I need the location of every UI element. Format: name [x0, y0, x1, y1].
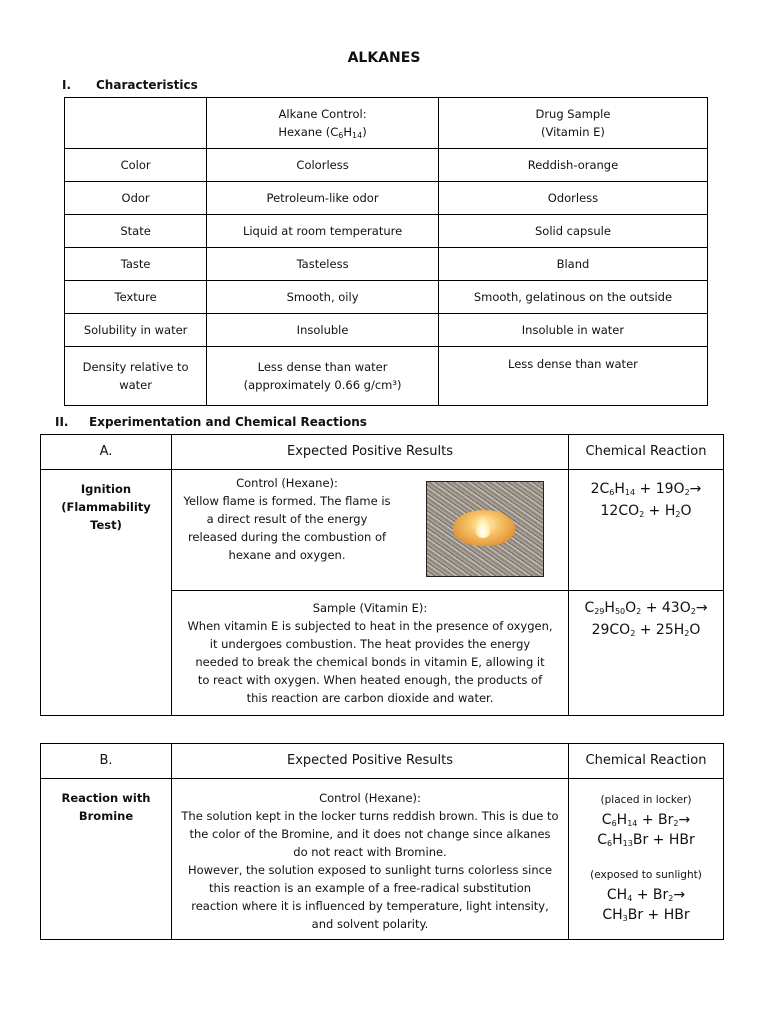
property-cell: Texture — [65, 281, 207, 314]
property-cell: Solubility in water — [65, 314, 207, 347]
sample-cell: Less dense than water — [438, 347, 707, 406]
sunlight-label: (exposed to sunlight) — [590, 869, 702, 881]
table-row — [65, 215, 708, 248]
section-number: II. — [55, 415, 69, 429]
control-reaction-cell: $2C_6H_{14} + 19O_2\to$ $12CO_2 + H_2O$ — [569, 470, 724, 591]
header-control — [207, 98, 439, 149]
column-header-reaction: Chemical Reaction — [569, 744, 724, 779]
sample-cell: Solid capsule — [438, 215, 707, 248]
flame-icon — [475, 516, 491, 538]
sample-cell: Smooth, gelatinous on the outside — [438, 281, 707, 314]
test-name-cell: Reaction with Bromine — [41, 779, 172, 940]
property-cell: Taste — [65, 248, 207, 281]
property-cell: State — [65, 215, 207, 248]
section-heading-experimentation — [55, 415, 367, 429]
control-cell: Tasteless — [207, 248, 439, 281]
column-header-results: Expected Positive Results — [172, 435, 569, 470]
column-header-test: A. — [41, 435, 172, 470]
sample-result-cell: Sample (Vitamin E): When vitamin E is subjected to heat in the presence of oxygen, it undergoes combustion. The heat provides the energy needed to break the chemical bonds in vitamin E, allowing it to react with oxygen. When heated enough, the products of this reaction are carbon dioxide and water. — [172, 591, 569, 716]
locker-label: (placed in locker) — [600, 794, 692, 806]
column-header-results: Expected Positive Results — [172, 744, 569, 779]
table-row — [65, 149, 708, 182]
section-label: Characteristics — [96, 78, 198, 92]
bromine-reaction-cell: (placed in locker) $C_6H_{14} + Br_2\to$ $C_6H_{13}Br$ + HBr (exposed to sunlight) $CH_4 + Br_2\to$ $CH_3Br$ + HBr — [569, 779, 724, 940]
table-row — [65, 347, 708, 406]
header-sample-line1: Drug Sample — [535, 107, 611, 121]
ignition-table — [40, 434, 724, 716]
table-row — [65, 314, 708, 347]
header-control-line2: Hexane $(C_6H_{14})$ — [278, 125, 367, 140]
header-control-line1: Alkane Control: — [278, 107, 367, 121]
control-cell: Less dense than water (approximately 0.66 g/cm³) — [207, 347, 439, 406]
column-header-test: B. — [41, 744, 172, 779]
bowl-shape — [453, 510, 515, 546]
control-cell: Smooth, oily — [207, 281, 439, 314]
header-sample-line2: (Vitamin E) — [540, 125, 605, 139]
sample-cell: Odorless — [438, 182, 707, 215]
document-title: ALKANES — [347, 50, 421, 66]
property-cell: Color — [65, 149, 207, 182]
test-name-cell: Ignition (Flammability Test) — [41, 470, 172, 716]
bromine-table — [40, 743, 724, 940]
control-result-text: Control (Hexane): Yellow flame is formed. The flame is a direct result of the energy released during the combustion of hexane and oxygen. — [183, 476, 391, 562]
header-sample — [438, 98, 707, 149]
control-cell: Petroleum-like odor — [207, 182, 439, 215]
table-row — [65, 248, 708, 281]
control-cell: Insoluble — [207, 314, 439, 347]
column-header-reaction: Chemical Reaction — [569, 435, 724, 470]
property-cell: Density relative to water — [65, 347, 207, 406]
sample-cell: Bland — [438, 248, 707, 281]
table-header-empty — [65, 98, 207, 149]
flame-photo — [426, 481, 544, 577]
table-row — [65, 281, 708, 314]
control-cell: Liquid at room temperature — [207, 215, 439, 248]
control-cell: Colorless — [207, 149, 439, 182]
sample-reaction-cell: $C_{29}H_{50}O_2 + 43O_2\to$ $29CO_2 + 25H_2O$ — [569, 591, 724, 716]
sample-cell: Reddish-orange — [438, 149, 707, 182]
sample-cell: Insoluble in water — [438, 314, 707, 347]
property-cell: Odor — [65, 182, 207, 215]
characteristics-table — [64, 97, 708, 406]
section-number: I. — [62, 78, 72, 92]
table-row — [65, 182, 708, 215]
control-result-cell — [172, 470, 569, 591]
section-label: Experimentation and Chemical Reactions — [89, 415, 367, 429]
control-result-cell: Control (Hexane): The solution kept in the locker turns reddish brown. This is due to the color of the Bromine, and it does not change since alkanes do not react with Bromine. However, the solution exposed to sunlight turns colorless since this reaction is an example of a free-radical substitution reaction where it is influenced by temperature, light intensity, and solvent polarity. — [172, 779, 569, 940]
section-heading-characteristics — [62, 78, 198, 92]
